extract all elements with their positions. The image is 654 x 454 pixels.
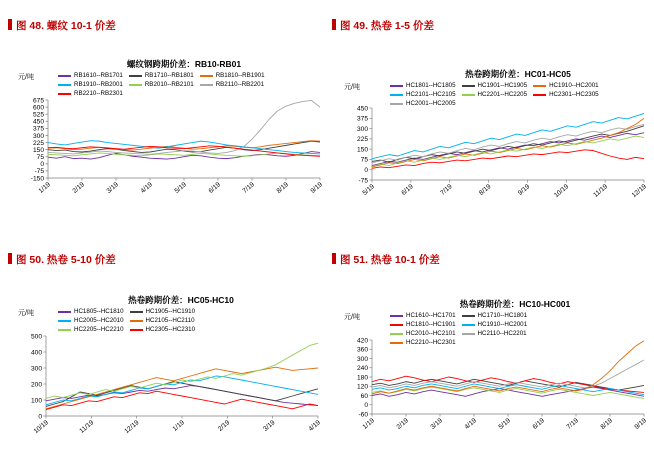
legend-50 [58, 307, 308, 334]
legend-row [58, 71, 318, 80]
legend-row [390, 81, 648, 90]
legend-item[interactable] [533, 81, 599, 90]
legend-swatch-icon [390, 333, 403, 335]
svg-text:300: 300 [356, 355, 368, 363]
svg-text:8/19: 8/19 [275, 181, 290, 195]
legend-swatch-icon [130, 329, 143, 331]
svg-text:12/19: 12/19 [630, 183, 648, 200]
legend-item[interactable] [58, 325, 124, 334]
legend-label: HC1910--HC2001 [549, 82, 599, 89]
legend-row [58, 316, 308, 325]
svg-text:6/19: 6/19 [400, 183, 415, 197]
panel-heading-50 [8, 252, 326, 267]
svg-text:2/19: 2/19 [71, 181, 86, 195]
legend-49 [390, 81, 648, 108]
svg-text:11/19: 11/19 [592, 183, 609, 199]
svg-text:8/19: 8/19 [599, 417, 614, 431]
legend-swatch-icon [58, 93, 71, 95]
legend-label: HC2105--HC2110 [145, 317, 195, 324]
legend-item[interactable] [58, 89, 123, 98]
panel-heading-51-text: 图 51. 热卷 10-1 价差 [340, 254, 440, 266]
legend-swatch-icon [462, 324, 475, 326]
legend-item[interactable] [390, 320, 456, 329]
svg-text:75: 75 [36, 154, 44, 162]
legend-label: HC1810--HC1901 [406, 321, 456, 328]
svg-text:-60: -60 [358, 411, 368, 419]
svg-text:3/19: 3/19 [105, 181, 120, 195]
svg-text:9/19: 9/19 [633, 417, 648, 431]
svg-text:10/19: 10/19 [552, 183, 571, 200]
legend-item[interactable] [462, 320, 528, 329]
legend-label: HC1610--HC1701 [406, 312, 456, 319]
svg-text:12/19: 12/19 [123, 419, 141, 436]
legend-swatch-icon [58, 311, 71, 313]
svg-text:6/19: 6/19 [207, 181, 222, 195]
legend-label: RB2010--RB2101 [144, 81, 194, 88]
chart-svg-49 [332, 38, 650, 213]
legend-label: HC1805--HC1810 [74, 308, 124, 315]
legend-row [390, 320, 646, 329]
svg-text:180: 180 [356, 374, 368, 382]
svg-text:-75: -75 [34, 168, 44, 176]
heading-bar-icon [332, 253, 336, 264]
legend-item[interactable] [462, 311, 528, 320]
legend-item[interactable] [129, 80, 194, 89]
legend-label: HC2001--HC2005 [406, 100, 456, 107]
legend-item[interactable] [200, 71, 265, 80]
svg-text:200: 200 [30, 381, 42, 389]
svg-text:0: 0 [40, 161, 44, 169]
legend-row [390, 90, 648, 99]
svg-text:675: 675 [32, 97, 44, 105]
chart-title-49: 热卷跨期价差：HC01-HC05 [465, 69, 571, 79]
svg-text:1/19: 1/19 [361, 417, 376, 431]
legend-item[interactable] [129, 71, 194, 80]
svg-text:500: 500 [30, 333, 42, 341]
legend-swatch-icon [129, 84, 142, 86]
legend-item[interactable] [130, 316, 195, 325]
svg-text:420: 420 [356, 337, 368, 345]
legend-item[interactable] [390, 90, 456, 99]
svg-text:8/19: 8/19 [478, 183, 493, 197]
legend-swatch-icon [129, 75, 142, 77]
svg-text:2/19: 2/19 [395, 417, 410, 431]
svg-text:4/19: 4/19 [463, 417, 478, 431]
svg-text:300: 300 [356, 125, 368, 133]
legend-swatch-icon [533, 85, 546, 87]
svg-text:7/19: 7/19 [565, 417, 580, 431]
svg-text:3/19: 3/19 [429, 417, 444, 431]
legend-swatch-icon [462, 333, 475, 335]
chart-48 [8, 38, 326, 213]
chart-title-51: 热卷跨期价差：HC10-HC001 [459, 299, 571, 309]
svg-text:60: 60 [360, 392, 368, 400]
svg-text:225: 225 [32, 139, 44, 147]
legend-swatch-icon [58, 320, 71, 322]
y-unit-label-49: 元/吨 [344, 84, 360, 91]
legend-row [58, 325, 308, 334]
legend-label: HC1905--HC1910 [145, 308, 196, 315]
heading-bar-icon [8, 19, 12, 30]
legend-item[interactable] [533, 90, 599, 99]
legend-swatch-icon [58, 75, 71, 77]
svg-text:2/19: 2/19 [216, 419, 232, 433]
svg-text:120: 120 [356, 383, 368, 391]
svg-text:5/19: 5/19 [173, 181, 188, 195]
svg-text:9/19: 9/19 [516, 183, 532, 197]
legend-swatch-icon [130, 311, 143, 313]
chart-51 [332, 274, 650, 452]
panel-heading-49 [332, 18, 650, 33]
legend-label: HC2005--HC2010 [74, 317, 124, 324]
svg-text:10/19: 10/19 [32, 419, 50, 436]
legend-label: HC2210--HC2301 [406, 339, 456, 346]
legend-item[interactable] [130, 307, 196, 316]
svg-text:150: 150 [356, 146, 368, 154]
legend-swatch-icon [200, 84, 213, 86]
panel-fig51 [332, 252, 650, 452]
legend-row [390, 311, 646, 320]
legend-item[interactable] [58, 307, 124, 316]
legend-row [58, 80, 318, 89]
legend-item[interactable] [462, 81, 528, 90]
legend-item[interactable] [462, 90, 528, 99]
chart-title-50: 热卷跨期价差：HC05-HC10 [128, 295, 234, 305]
legend-item[interactable] [58, 80, 123, 89]
legend-label: HC2301--HC2305 [549, 91, 599, 98]
legend-label: HC2201--HC2205 [477, 91, 528, 98]
legend-swatch-icon [462, 85, 475, 87]
panel-fig50 [8, 252, 326, 452]
svg-text:150: 150 [32, 146, 44, 154]
svg-text:400: 400 [30, 349, 42, 357]
legend-label: HC2101--HC2105 [406, 91, 456, 98]
svg-text:300: 300 [32, 132, 44, 140]
svg-text:4/19: 4/19 [139, 181, 154, 195]
legend-label: HC2205--HC2210 [74, 326, 124, 333]
svg-text:3/19: 3/19 [262, 419, 277, 433]
legend-label: RB2210--RB2301 [74, 90, 123, 97]
svg-text:6/19: 6/19 [531, 417, 546, 431]
svg-text:11/19: 11/19 [78, 419, 96, 435]
svg-text:375: 375 [32, 125, 44, 133]
legend-item[interactable] [390, 99, 456, 108]
legend-item[interactable] [390, 338, 456, 347]
svg-text:5/19: 5/19 [361, 183, 376, 197]
legend-48 [58, 71, 318, 98]
legend-swatch-icon [130, 320, 143, 322]
panel-heading-50-text: 图 50. 热卷 5-10 价差 [16, 254, 116, 266]
panel-heading-48-text: 图 48. 螺纹 10-1 价差 [16, 20, 116, 32]
svg-text:75: 75 [360, 156, 368, 164]
svg-text:0: 0 [364, 402, 368, 410]
legend-row [58, 307, 308, 316]
legend-label: RB1710--RB1801 [144, 72, 194, 79]
legend-swatch-icon [462, 315, 475, 317]
legend-swatch-icon [390, 94, 403, 96]
heading-bar-icon [8, 253, 12, 264]
panel-heading-51 [332, 252, 650, 267]
legend-item[interactable] [390, 81, 456, 90]
legend-item[interactable] [462, 329, 527, 338]
legend-item[interactable] [58, 316, 124, 325]
svg-text:100: 100 [30, 397, 42, 405]
legend-item[interactable] [390, 311, 456, 320]
legend-label: HC2305--HC2310 [145, 326, 196, 333]
svg-text:-75: -75 [358, 177, 368, 185]
panel-fig49 [332, 18, 650, 218]
legend-label: RB1610--RB1701 [74, 72, 123, 79]
legend-item[interactable] [200, 80, 264, 89]
legend-label: RB1810--RB1901 [215, 72, 265, 79]
svg-text:300: 300 [30, 365, 42, 373]
panel-fig48 [8, 18, 326, 218]
svg-text:240: 240 [356, 365, 368, 373]
y-unit-label-48: 元/吨 [18, 74, 34, 81]
y-unit-label-50: 元/吨 [18, 310, 34, 317]
svg-text:-150: -150 [30, 175, 44, 183]
legend-label: RB1910--RB2001 [74, 81, 123, 88]
chart-title-48: 螺纹钢跨期价差：RB10-RB01 [126, 59, 242, 69]
svg-text:525: 525 [32, 111, 44, 119]
legend-swatch-icon [462, 94, 475, 96]
panel-heading-49-text: 图 49. 热卷 1-5 价差 [340, 20, 434, 32]
svg-text:375: 375 [356, 115, 368, 123]
legend-item[interactable] [130, 325, 196, 334]
svg-text:450: 450 [32, 118, 44, 126]
y-unit-label-51: 元/吨 [344, 314, 360, 321]
legend-swatch-icon [58, 84, 71, 86]
svg-text:1/19: 1/19 [171, 419, 186, 433]
legend-swatch-icon [390, 342, 403, 344]
legend-swatch-icon [390, 315, 403, 317]
legend-label: HC2110--HC2201 [477, 330, 527, 337]
legend-item[interactable] [390, 329, 456, 338]
svg-text:0: 0 [38, 413, 42, 421]
panel-heading-48 [8, 18, 326, 33]
legend-swatch-icon [390, 85, 403, 87]
svg-text:600: 600 [32, 104, 44, 112]
svg-text:9/19: 9/19 [309, 181, 324, 195]
legend-row [390, 329, 646, 338]
legend-swatch-icon [390, 103, 403, 105]
svg-text:450: 450 [356, 105, 368, 113]
legend-row [390, 338, 646, 347]
heading-bar-icon [332, 19, 336, 30]
legend-swatch-icon [390, 324, 403, 326]
chart-49 [332, 38, 650, 213]
legend-label: RB2110--RB2201 [215, 81, 265, 88]
svg-text:0: 0 [364, 167, 368, 175]
svg-text:1/19: 1/19 [37, 181, 52, 195]
svg-text:225: 225 [356, 136, 368, 144]
legend-label: HC1801--HC1805 [406, 82, 456, 89]
legend-row [390, 99, 648, 108]
svg-text:7/19: 7/19 [241, 181, 256, 195]
legend-swatch-icon [533, 94, 546, 96]
svg-text:4/19: 4/19 [307, 419, 322, 433]
legend-label: HC1710--HC1801 [477, 312, 528, 319]
legend-swatch-icon [200, 75, 213, 77]
svg-text:7/19: 7/19 [439, 183, 454, 197]
legend-label: HC1901--HC1905 [477, 82, 528, 89]
legend-51 [390, 311, 646, 347]
chart-50 [8, 274, 326, 452]
legend-label: HC1910--HC2001 [477, 321, 528, 328]
svg-text:360: 360 [356, 346, 368, 354]
legend-item[interactable] [58, 71, 123, 80]
legend-label: HC2010--HC2101 [406, 330, 456, 337]
legend-row [58, 89, 318, 98]
svg-text:5/19: 5/19 [497, 417, 512, 431]
legend-swatch-icon [58, 329, 71, 331]
